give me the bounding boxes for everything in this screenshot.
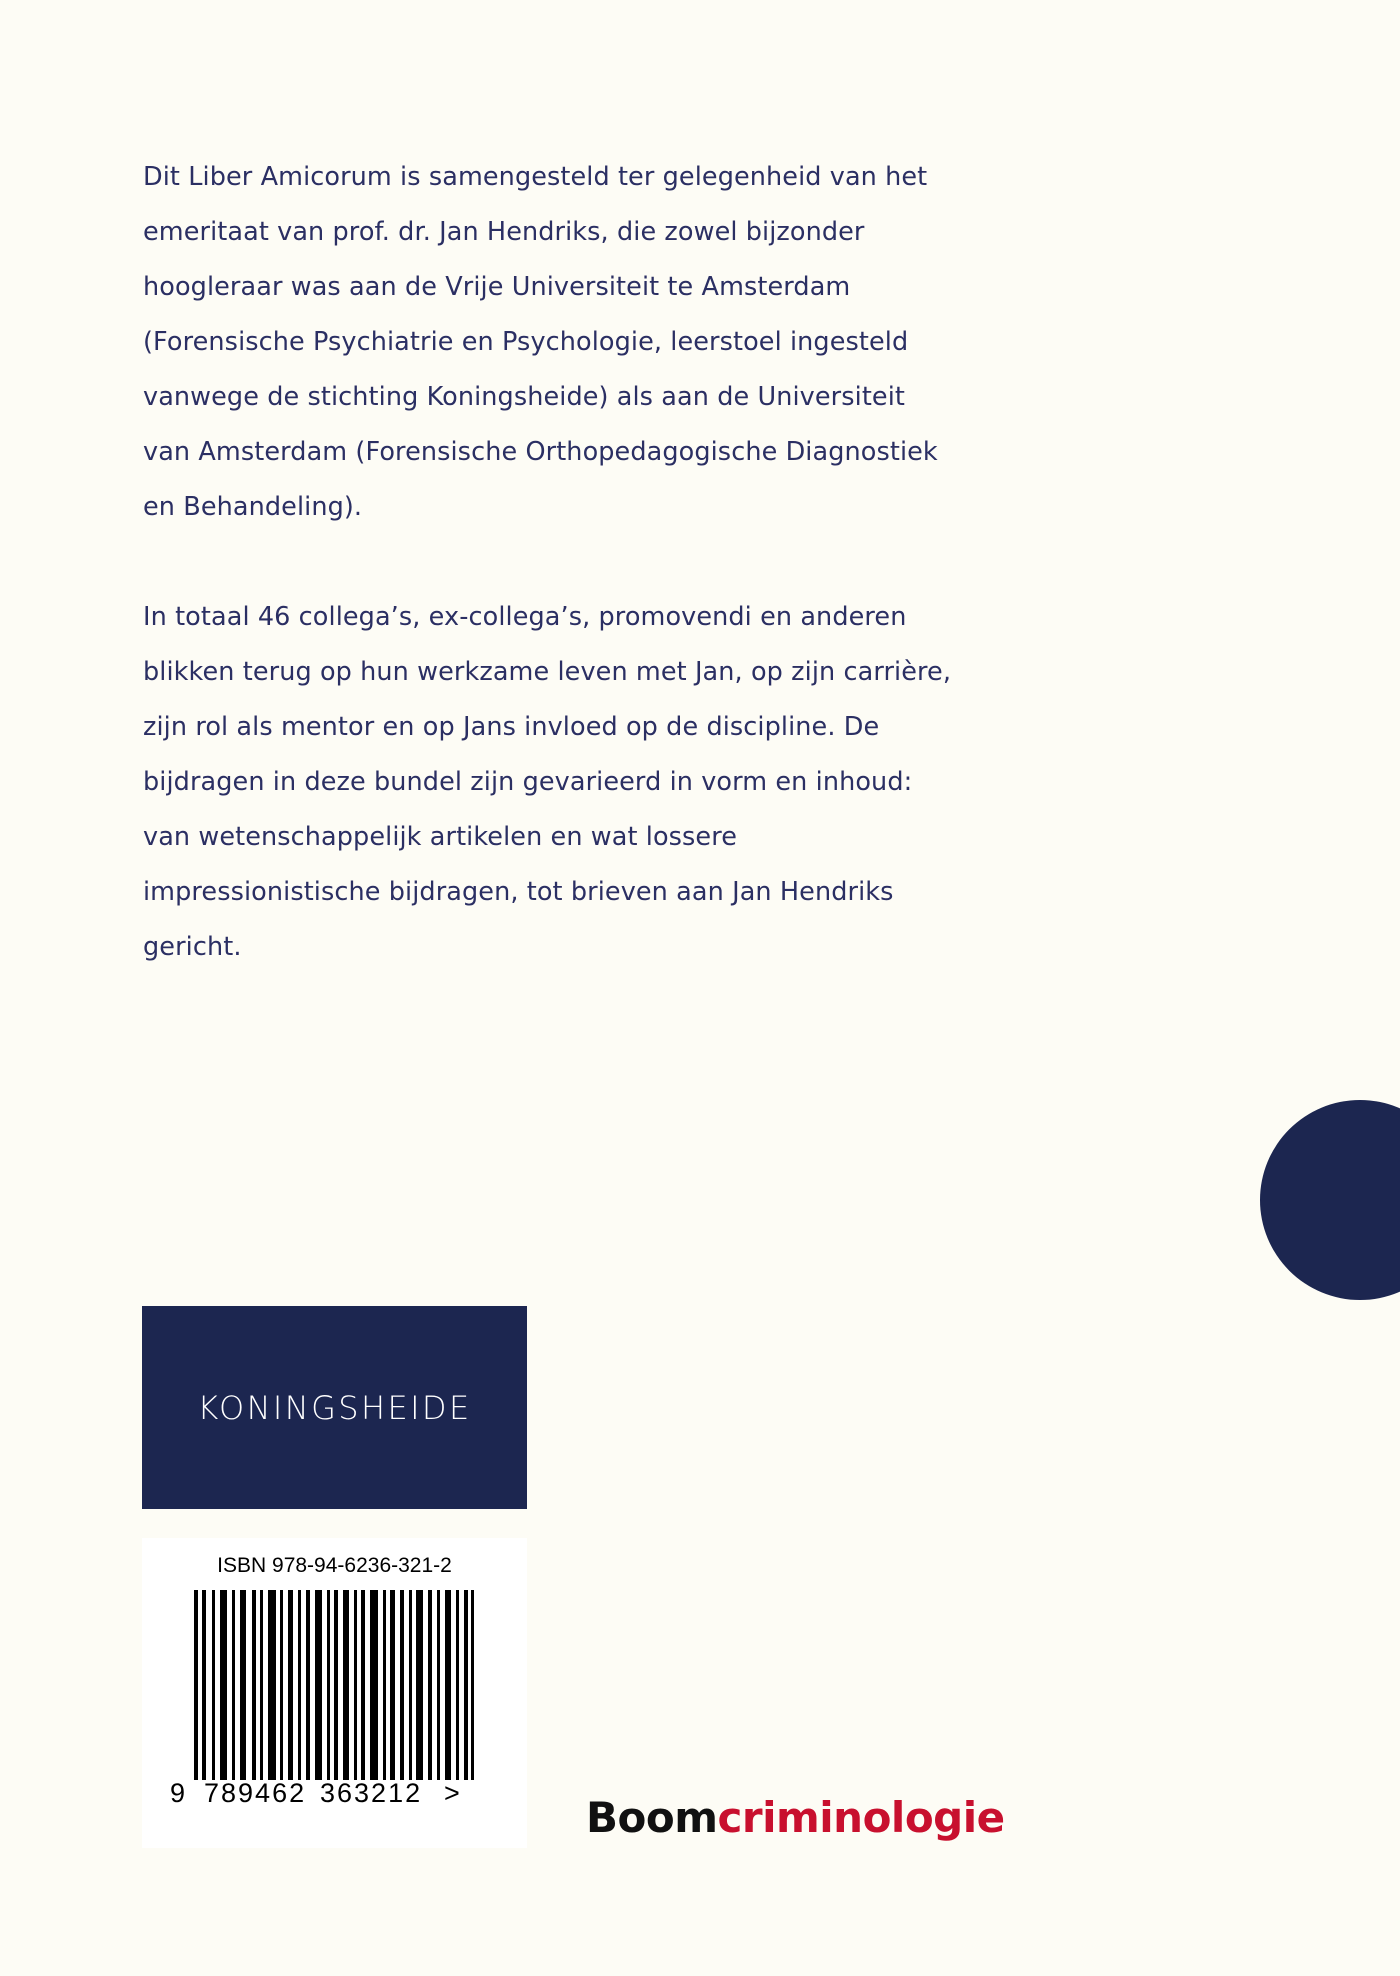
barcode [142, 1538, 527, 1848]
decorative-circle [1260, 1100, 1400, 1300]
isbn-label: ISBN 978-94-6236-321-2 [217, 1554, 452, 1577]
publisher-logo [586, 1793, 1005, 1842]
blurb-paragraph-1: Dit Liber Amicorum is samengesteld ter gelegenheid van het emeritaat van prof. dr. Jan Hendriks, die zowel bijzonder hoogleraar was aan de Vrije Universiteit te Amsterdam (Forensische Psychiatrie en Psychologie, leerstoel ingesteld vanwege de stichting Koningsheide) als aan de Universiteit van Amsterdam (Forensische Orthopedagogische Diagnostiek en Behandeling). [143, 162, 938, 522]
barcode-digit-end: > [444, 1778, 462, 1808]
publisher-name-criminologie: criminologie [717, 1793, 1005, 1842]
barcode-digits [142, 1778, 527, 1818]
barcode-bars [194, 1590, 474, 1780]
publisher-name-boom: Boom [586, 1793, 718, 1842]
blurb-paragraph-2: In totaal 46 collega’s, ex-collega’s, promovendi en anderen blikken terug op hun werkzame leven met Jan, op zijn carrière, zijn rol als mentor en op Jans invloed op de discipline. De bijdragen in deze bundel zijn gevarieerd in vorm en inhoud: van wetenschappelijk artikelen en wat lossere impressionistische bijdragen, tot brieven aan Jan Hendriks gericht. [143, 602, 952, 962]
koningsheide-logo [142, 1306, 527, 1509]
barcode-digit-group-2: 363212 [320, 1778, 423, 1808]
blurb-text [143, 150, 953, 975]
barcode-digit-group-1: 789462 [204, 1778, 307, 1808]
barcode-digit-left: 9 [170, 1778, 188, 1808]
koningsheide-logo-text: KONINGSHEIDE [197, 1388, 472, 1427]
